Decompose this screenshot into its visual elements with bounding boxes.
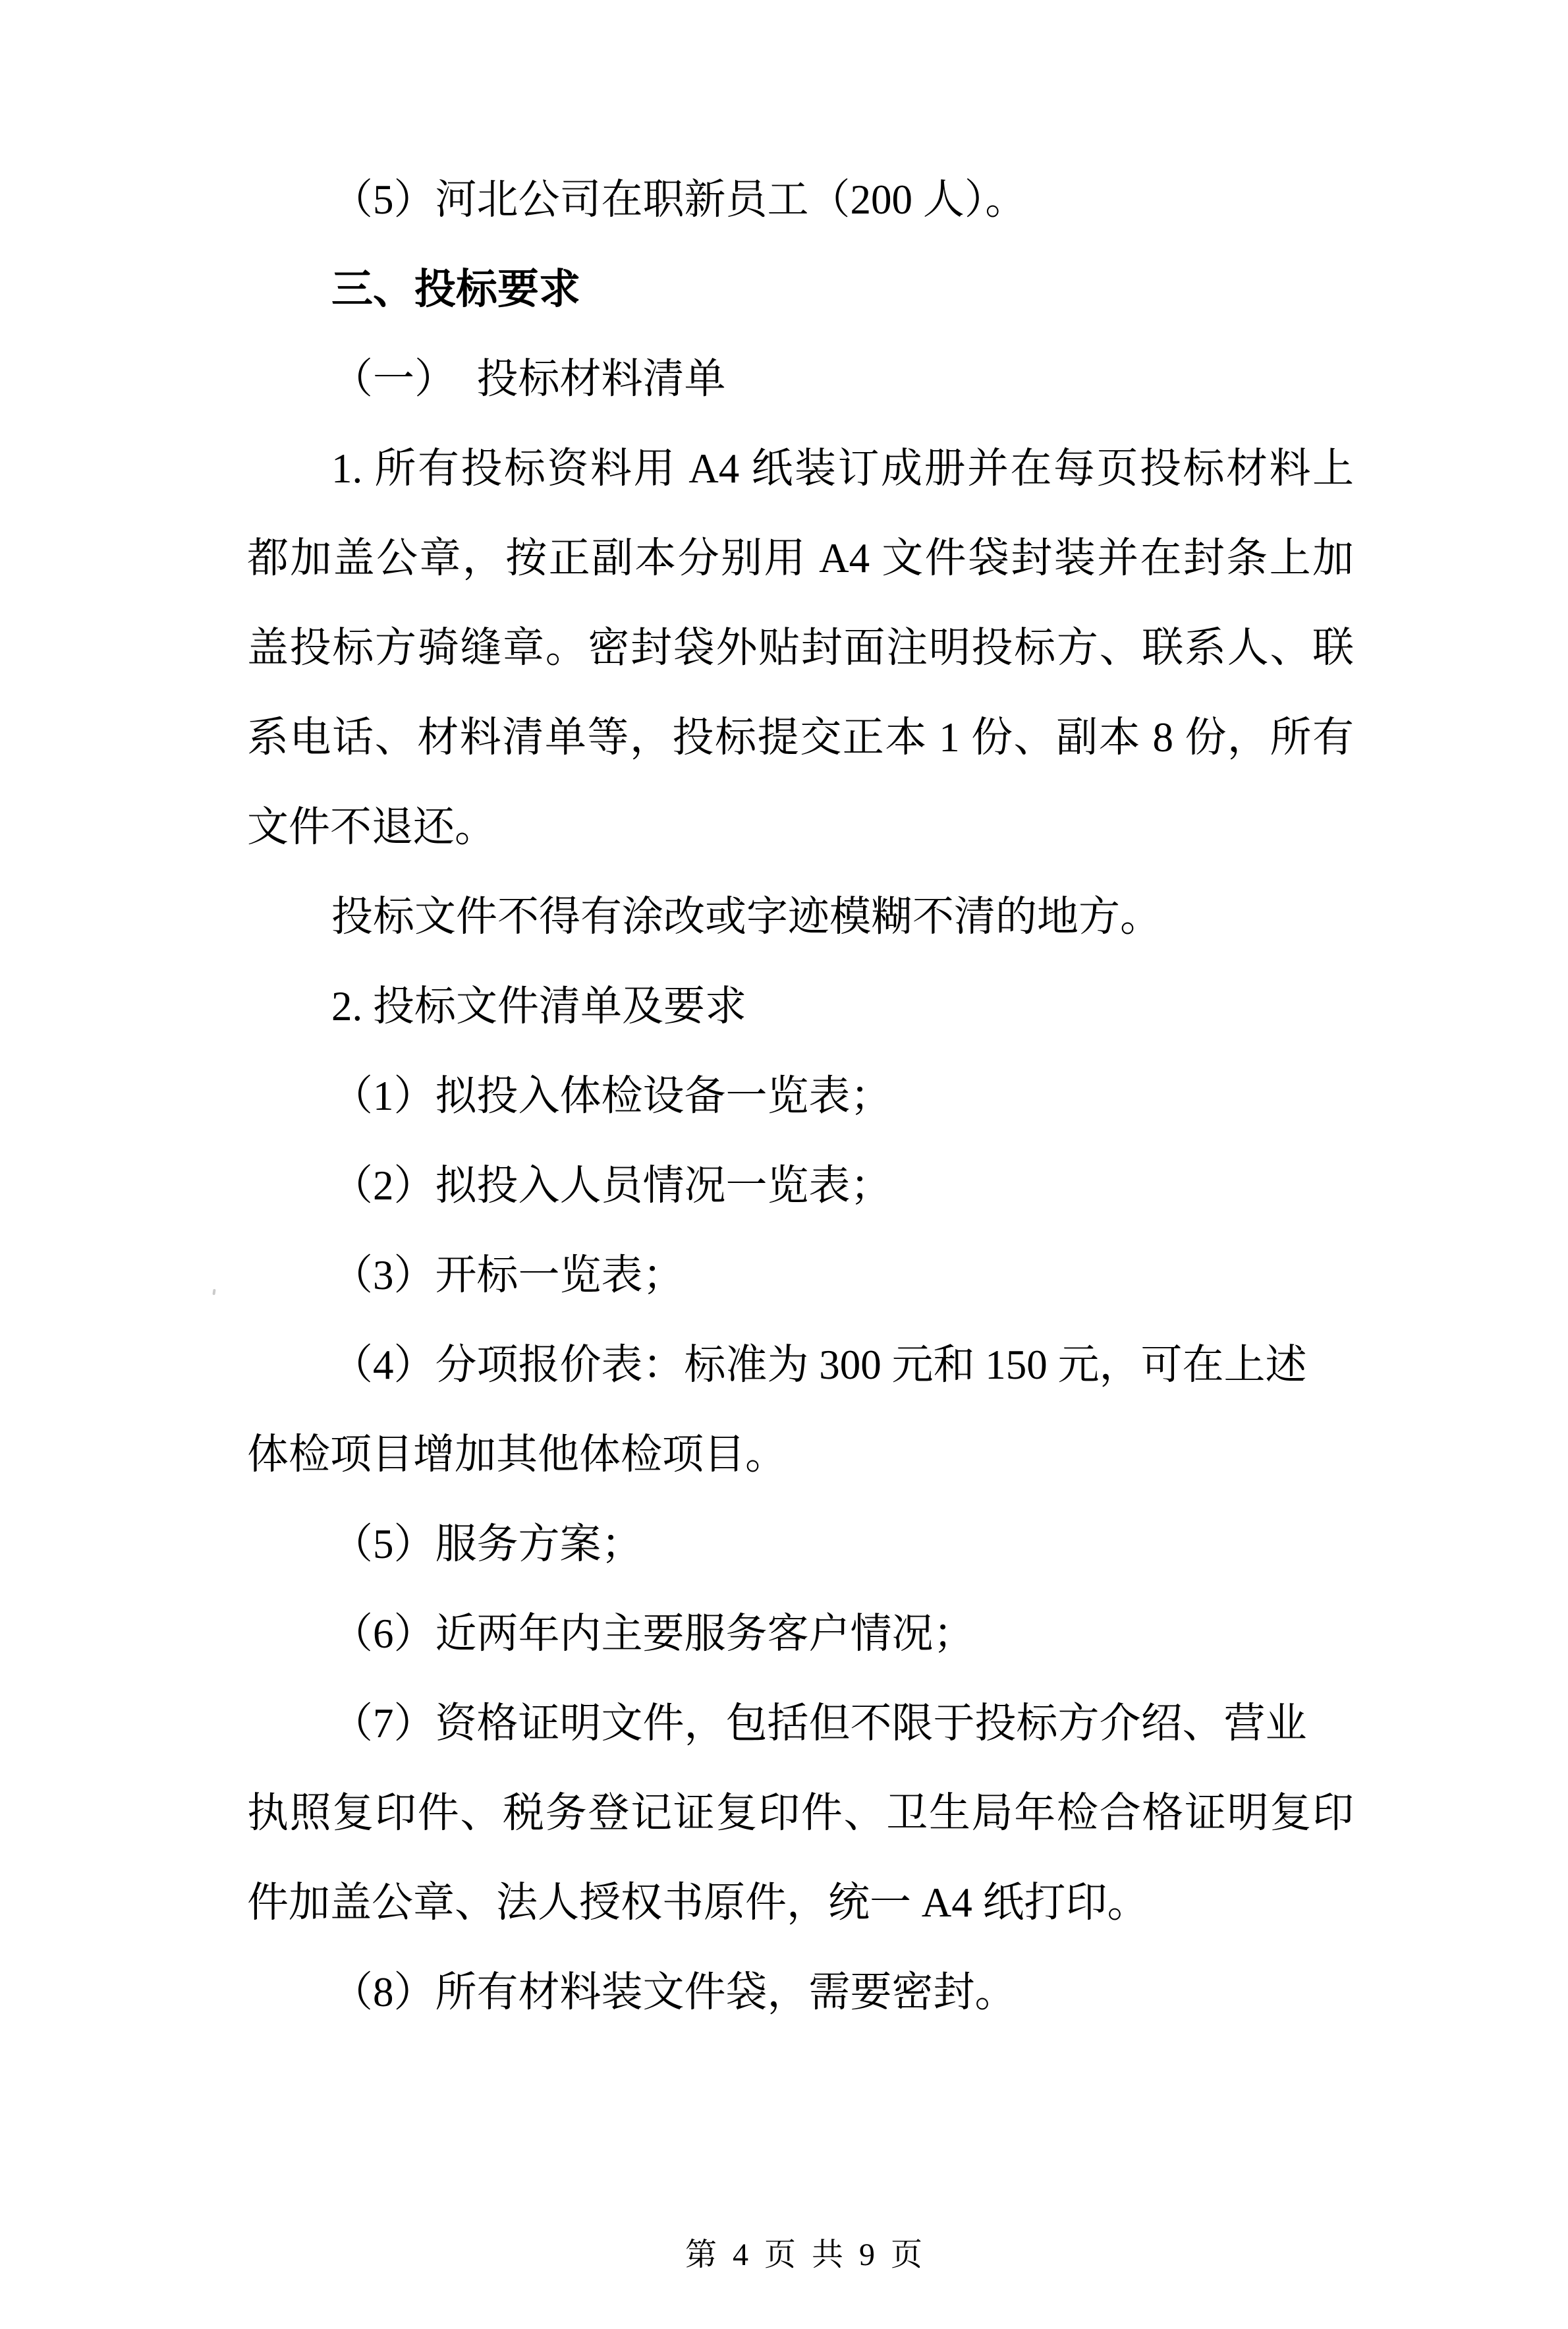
text-line-19: 执照复印件、税务登记证复印件、卫生局年检合格证明复印 — [247, 1790, 1354, 1836]
text-line-21: （8）所有材料装文件袋，需要密封。 — [331, 1969, 1017, 2015]
text-line-11: （1）拟投入体检设备一览表； — [331, 1073, 892, 1119]
text-line-16: （5）服务方案； — [331, 1521, 643, 1567]
text-line-18: （7）资格证明文件，包括但不限于投标方介绍、营业 — [331, 1700, 1307, 1746]
text-line-15: 体检项目增加其他体检项目。 — [247, 1431, 787, 1478]
text-line-20: 件加盖公章、法人授权书原件，统一 A4 纸打印。 — [247, 1880, 1149, 1926]
text-line-9: 投标文件不得有涂改或字迹模糊不清的地方。 — [331, 894, 1162, 940]
text-line-1: （5）河北公司在职新员工（200 人）。 — [331, 177, 1027, 223]
text-line-14: （4）分项报价表：标准为 300 元和 150 元，可在上述 — [331, 1342, 1307, 1388]
page-number-footer: 第 4 页 共 9 页 — [685, 2237, 926, 2272]
text-line-17: （6）近两年内主要服务客户情况； — [331, 1611, 975, 1657]
text-line-3: （一） 投标材料清单 — [331, 356, 726, 402]
text-line-7: 系电话、材料清单等，投标提交正本 1 份、副本 8 份，所有 — [247, 714, 1354, 761]
document-body — [247, 155, 1354, 2037]
text-line-13: （3）开标一览表； — [331, 1252, 685, 1298]
scan-artifact-mark — [212, 1289, 215, 1295]
text-line-12: （2）拟投入人员情况一览表； — [331, 1163, 892, 1209]
text-line-2: 三、投标要求 — [331, 266, 580, 312]
text-line-6: 盖投标方骑缝章。密封袋外贴封面注明投标方、联系人、联 — [247, 625, 1354, 671]
text-line-5: 都加盖公章，按正副本分别用 A4 文件袋封装并在封条上加 — [247, 535, 1354, 581]
text-line-4: 1. 所有投标资料用 A4 纸装订成册并在每页投标材料上 — [331, 446, 1354, 492]
text-line-8: 文件不退还。 — [247, 804, 496, 850]
text-line-10: 2. 投标文件清单及要求 — [331, 983, 746, 1029]
